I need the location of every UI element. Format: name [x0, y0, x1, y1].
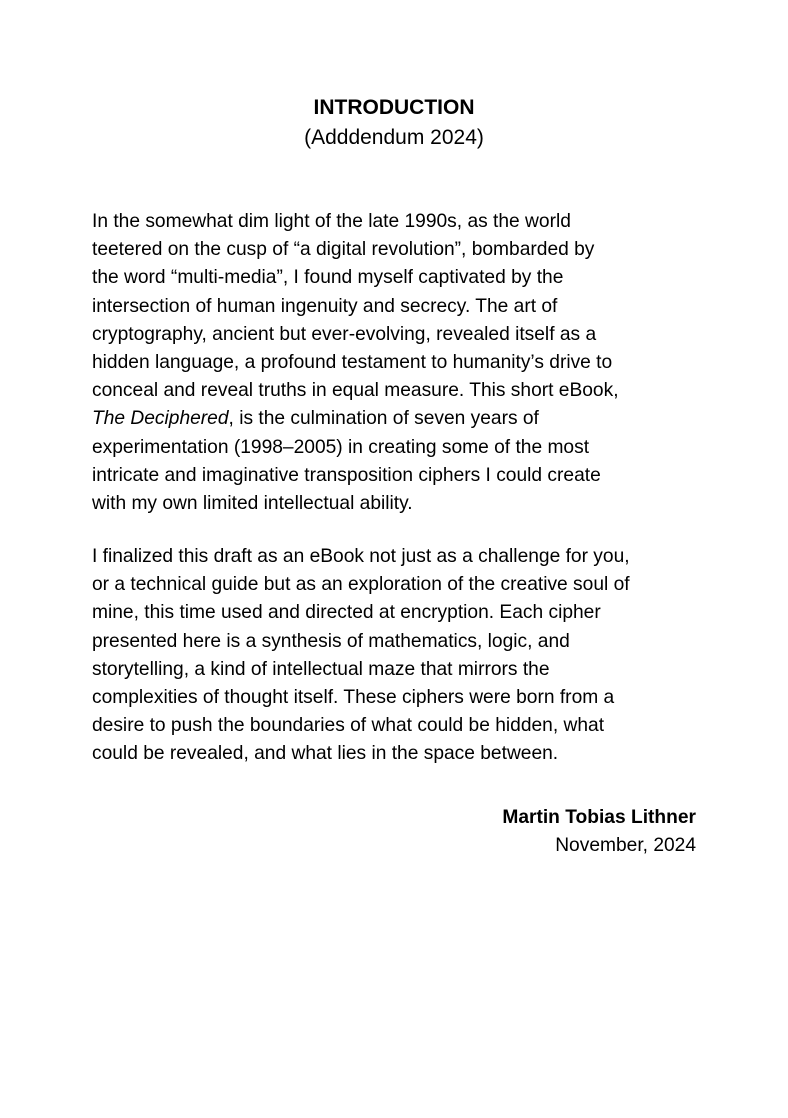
- paragraph-2-line: I finalized this draft as an eBook not just as a challenge for you,: [92, 546, 630, 567]
- paragraph-2: [92, 543, 702, 769]
- paragraph-1-line: conceal and reveal truths in equal measure. This short eBook,: [92, 380, 619, 402]
- paragraph-2-line: could be revealed, and what lies in the space between.: [92, 743, 559, 765]
- paragraph-1-line: teetered on the cusp of “a digital revolution”, bombarded by: [92, 239, 595, 261]
- paragraph-1-line: cryptography, ancient but ever-evolving, revealed itself as a: [92, 323, 597, 345]
- paragraph-1-line: experimentation (1998–2005) in creating some of the most: [92, 436, 590, 458]
- paragraph-2-line: desire to push the boundaries of what could be hidden, what: [92, 715, 605, 737]
- paragraph-2-line: or a technical guide but as an exploration of the creative soul of: [92, 574, 630, 596]
- paragraph-2-line: complexities of thought itself. These ciphers were born from a: [92, 687, 615, 709]
- paragraph-1-line: the word “multi-media”, I found myself captivated by the: [92, 267, 564, 289]
- signature-block: [502, 804, 696, 860]
- paragraph-1-line: In the somewhat dim light of the late 1990s, as the world: [92, 211, 571, 232]
- paragraph-1-line: [92, 405, 702, 433]
- paragraph-1-line: with my own limited intellectual ability.: [92, 493, 413, 515]
- page-title: INTRODUCTION: [313, 96, 475, 119]
- paragraph-1-line: intricate and imaginative transposition ciphers I could create: [92, 464, 601, 486]
- paragraph-1-line: intersection of human ingenuity and secrecy. The art of: [92, 295, 558, 317]
- author-name: Martin Tobias Lithner: [502, 807, 696, 828]
- book-title: The Deciphered: [92, 408, 229, 430]
- paragraph-2-line: presented here is a synthesis of mathematics, logic, and: [92, 630, 570, 652]
- paragraph-1-line: hidden language, a profound testament to humanity’s drive to: [92, 352, 613, 374]
- signature-date: November, 2024: [555, 835, 696, 857]
- paragraph-1-line-rest: , is the culmination of seven years of: [228, 408, 539, 430]
- paragraph-2-line: storytelling, a kind of intellectual maze that mirrors the: [92, 658, 550, 680]
- page-subtitle: (Adddendum 2024): [304, 126, 484, 149]
- paragraph-2-line: mine, this time used and directed at encryption. Each cipher: [92, 602, 601, 624]
- paragraph-1: [92, 208, 702, 518]
